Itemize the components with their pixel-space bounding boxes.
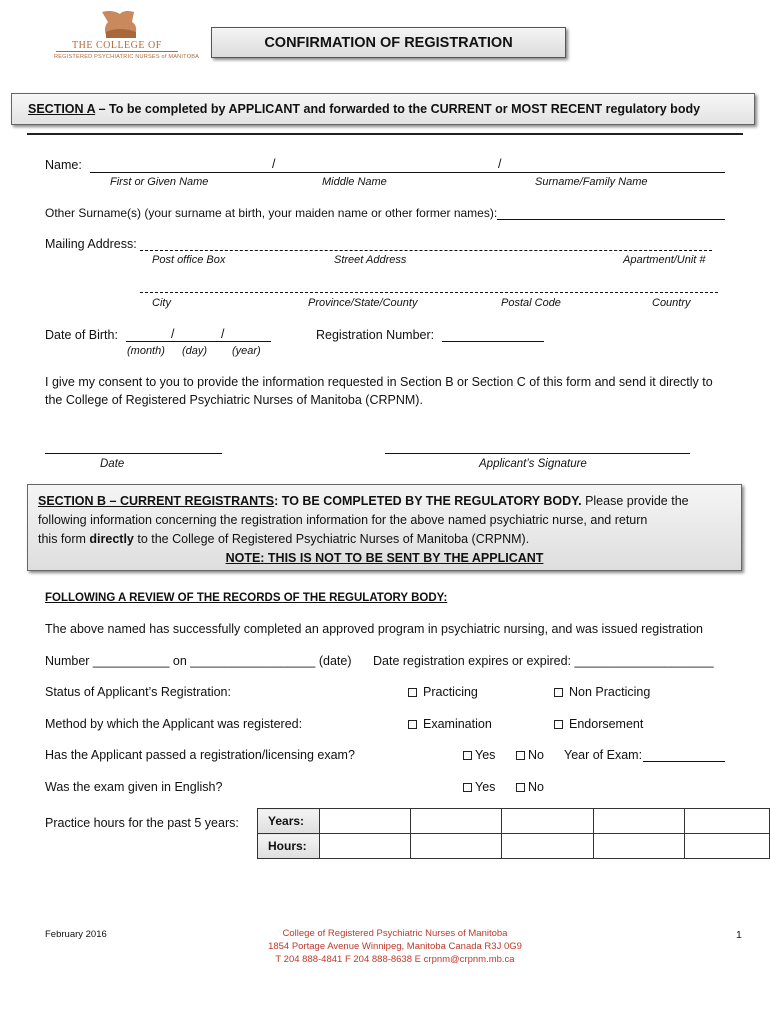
province-caption: Province/State/County bbox=[308, 297, 418, 309]
non-practicing-option[interactable] bbox=[554, 685, 650, 699]
section-b-line2: following information concerning the registration information for the above named psychiatric nurse, and return bbox=[38, 513, 648, 527]
exam-no-label: No bbox=[528, 748, 544, 762]
english-yes-label: Yes bbox=[475, 780, 496, 794]
date-caption: Date bbox=[100, 458, 125, 470]
years-cell[interactable] bbox=[685, 809, 770, 834]
endorsement-label: Endorsement bbox=[569, 717, 644, 731]
surname-caption: Surname/Family Name bbox=[535, 176, 648, 188]
dob-slash-1: / bbox=[171, 327, 175, 341]
practice-hours-table bbox=[257, 808, 770, 859]
completed-program-text: The above named has successfully completed an approved program in psychiatric nursing, and was issued registration bbox=[45, 622, 703, 636]
english-no-option[interactable] bbox=[516, 780, 544, 794]
name-label: Name: bbox=[45, 158, 82, 172]
exam-passed-label: Has the Applicant passed a registration/licensing exam? bbox=[45, 748, 355, 762]
section-b-label: SECTION B – CURRENT REGISTRANTS bbox=[38, 494, 275, 508]
footer-contact: T 204 888-4841 F 204 888-8638 E crpnm@crpnm.mb.ca bbox=[275, 954, 515, 965]
endorsement-checkbox[interactable] bbox=[554, 720, 563, 729]
other-surnames-label: Other Surname(s) (your surname at birth, your maiden name or other former names): bbox=[45, 206, 498, 220]
section-a-header bbox=[11, 93, 755, 125]
postal-code-caption: Postal Code bbox=[501, 297, 561, 309]
review-heading: FOLLOWING A REVIEW OF THE RECORDS OF THE REGULATORY BODY: bbox=[45, 592, 448, 604]
registration-number-field[interactable] bbox=[442, 341, 544, 342]
dob-field[interactable] bbox=[126, 341, 271, 342]
form-title: CONFIRMATION OF REGISTRATION bbox=[211, 27, 566, 58]
hours-cell[interactable] bbox=[411, 834, 502, 859]
city-caption: City bbox=[152, 297, 171, 309]
logo-text: THE COLLEGE OF bbox=[72, 40, 162, 51]
apartment-caption: Apartment/Unit # bbox=[623, 254, 706, 266]
section-b-line3-bold: directly bbox=[89, 532, 134, 546]
hours-row bbox=[258, 834, 770, 859]
practice-hours-label: Practice hours for the past 5 years: bbox=[45, 816, 239, 830]
non-practicing-checkbox[interactable] bbox=[554, 688, 563, 697]
english-exam-label: Was the exam given in English? bbox=[45, 780, 223, 794]
section-a-rule bbox=[27, 133, 743, 135]
examination-label: Examination bbox=[423, 717, 492, 731]
english-yes-checkbox[interactable] bbox=[463, 783, 472, 792]
section-a-label: SECTION A bbox=[28, 102, 96, 116]
registration-number-label: Registration Number: bbox=[316, 328, 435, 342]
english-no-checkbox[interactable] bbox=[516, 783, 525, 792]
dob-label: Date of Birth: bbox=[45, 328, 118, 342]
college-logo-icon bbox=[98, 8, 142, 42]
hours-cell[interactable] bbox=[685, 834, 770, 859]
examination-checkbox[interactable] bbox=[408, 720, 417, 729]
footer-address: 1854 Portage Avenue Winnipeg, Manitoba Canada R3J 0G9 bbox=[268, 941, 522, 952]
section-b-bold-text: TO BE COMPLETED BY THE REGULATORY BODY. bbox=[278, 494, 582, 508]
english-yes-option[interactable] bbox=[463, 780, 495, 794]
section-b-text1: Please provide the bbox=[581, 494, 689, 508]
name-slash-1: / bbox=[272, 157, 276, 171]
month-caption: (month) bbox=[127, 345, 165, 357]
method-label: Method by which the Applicant was registered: bbox=[45, 717, 303, 731]
section-b-line3-post: to the College of Registered Psychiatric Nurses of Manitoba (CRPNM). bbox=[133, 532, 530, 546]
years-label: Years: bbox=[258, 809, 320, 834]
signature-caption: Applicant’s Signature bbox=[479, 458, 587, 470]
exam-no-checkbox[interactable] bbox=[516, 751, 525, 760]
exam-yes-checkbox[interactable] bbox=[463, 751, 472, 760]
registration-number-date-text[interactable]: Number ___________ on __________________ (date) bbox=[45, 654, 352, 668]
non-practicing-label: Non Practicing bbox=[569, 685, 651, 699]
hours-cell[interactable] bbox=[593, 834, 684, 859]
section-b-note: NOTE: THIS IS NOT TO BE SENT BY THE APPLICANT bbox=[225, 551, 544, 565]
signature-field[interactable] bbox=[385, 453, 690, 454]
year-of-exam-field[interactable] bbox=[643, 761, 725, 762]
middle-name-caption: Middle Name bbox=[322, 176, 387, 188]
mailing-address-field-2[interactable] bbox=[140, 292, 718, 293]
years-cell[interactable] bbox=[319, 809, 410, 834]
section-b-colon: : bbox=[274, 494, 279, 508]
hours-label: Hours: bbox=[258, 834, 320, 859]
years-row bbox=[258, 809, 770, 834]
expiry-date-text[interactable]: Date registration expires or expired: ____________________ bbox=[373, 654, 714, 668]
mailing-address-label: Mailing Address: bbox=[45, 237, 137, 251]
years-cell[interactable] bbox=[411, 809, 502, 834]
year-of-exam-label: Year of Exam: bbox=[564, 748, 643, 762]
section-b-box bbox=[27, 484, 742, 571]
practicing-label: Practicing bbox=[423, 685, 478, 699]
section-a-heading: – To be completed by APPLICANT and forwarded to the CURRENT or MOST RECENT regulatory body bbox=[95, 102, 701, 116]
name-slash-2: / bbox=[498, 157, 502, 171]
logo-divider bbox=[56, 51, 178, 52]
mailing-address-field[interactable] bbox=[140, 250, 712, 251]
practicing-checkbox[interactable] bbox=[408, 688, 417, 697]
hours-cell[interactable] bbox=[319, 834, 410, 859]
english-no-label: No bbox=[528, 780, 544, 794]
name-field[interactable] bbox=[90, 172, 725, 173]
endorsement-option[interactable] bbox=[554, 717, 643, 731]
year-caption: (year) bbox=[232, 345, 261, 357]
hours-cell[interactable] bbox=[502, 834, 593, 859]
section-b-line3-pre: this form bbox=[38, 532, 90, 546]
practicing-option[interactable] bbox=[408, 685, 478, 699]
day-caption: (day) bbox=[182, 345, 208, 357]
dob-slash-2: / bbox=[221, 327, 225, 341]
years-cell[interactable] bbox=[593, 809, 684, 834]
exam-yes-option[interactable] bbox=[463, 748, 495, 762]
exam-yes-label: Yes bbox=[475, 748, 496, 762]
footer-address-block bbox=[230, 927, 560, 966]
consent-text-line2: the College of Registered Psychiatric Nurses of Manitoba (CRPNM). bbox=[45, 393, 423, 407]
footer-date: February 2016 bbox=[45, 929, 107, 940]
other-surnames-field[interactable] bbox=[497, 219, 725, 220]
page-number: 1 bbox=[736, 929, 742, 941]
examination-option[interactable] bbox=[408, 717, 492, 731]
logo-subtext: REGISTERED PSYCHIATRIC NURSES of MANITOBA bbox=[54, 54, 200, 60]
footer-org: College of Registered Psychiatric Nurses of Manitoba bbox=[282, 928, 508, 939]
country-caption: Country bbox=[652, 297, 691, 309]
consent-text-line1: I give my consent to you to provide the information requested in Section B or Section C of this form and send it directly to bbox=[45, 375, 713, 389]
po-box-caption: Post office Box bbox=[152, 254, 226, 266]
exam-no-option[interactable] bbox=[516, 748, 544, 762]
first-name-caption: First or Given Name bbox=[110, 176, 209, 188]
date-field[interactable] bbox=[45, 453, 222, 454]
status-label: Status of Applicant’s Registration: bbox=[45, 685, 231, 699]
street-caption: Street Address bbox=[334, 254, 407, 266]
years-cell[interactable] bbox=[502, 809, 593, 834]
